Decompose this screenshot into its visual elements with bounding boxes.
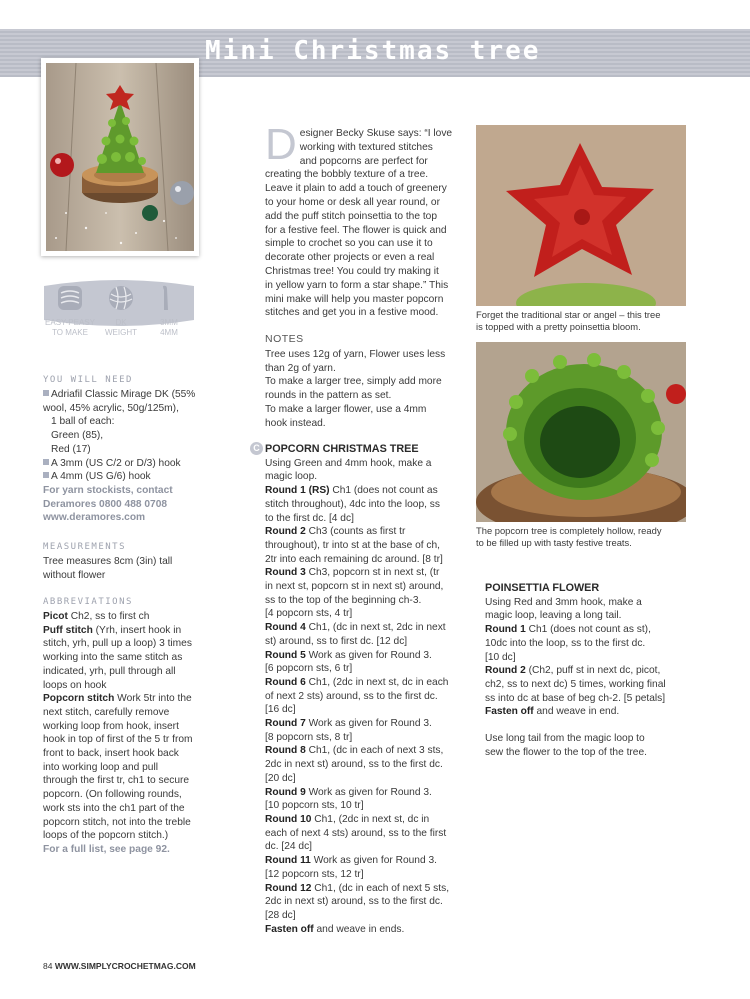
tree-pattern: POPCORN CHRISTMAS TREE Using Green and 4mm hook, make a magic loop. Round 1 (RS) Ch1 (does not count as stitch throughout), 4dc into the loop, ss to the first dc. [4 dc] Round 2 Ch3 (counts as first tr throughout), tr into st at the base of ch, 2tr into each remaining dc around. [8 tr] Round 3 Ch3, popcorn st in next st, (tr in next st, popcorn st in next st) around, ss to the top of the beginning ch-3. [4 popcorn sts, 4 tr] Round 4 Ch1, (dc in next st, 2dc in next st) around, ss to first dc. [12 dc] Round 5 Work as given for Round 3. [6 popcorn sts, 6 tr] Round 6 Ch1, (2dc in next st, dc in each of next 2 sts) around, ss to the first dc. [16 dc] Round 7 Work as given for Round 3. [8 popcorn sts, 8 tr] Round 8 Ch1, (dc in each of next 3 sts, 2dc in next st) around, ss to the first dc. [20 dc] Round 9 Work as given for Round 3. [10 popcorn sts, 10 tr] Round 10 Ch1, (2dc in next st, dc in each of next 4 sts) around, ss to the first dc. [24 dc] Round 11 Work as given for Round 3. [12 popcorn sts, 12 tr] Round 12 Ch1, (dc in each of next 5 sts, 2dc in next st) around, ss to the first dc. [28 dc] Fasten off and weave in ends. [265,443,465,936]
page-title: Mini Christmas tree [205,36,541,66]
icon-label-difficulty: EASY-PEASY TO MAKE [45,318,95,337]
abbreviations-heading: ABBREVIATIONS [43,597,133,607]
measurements-heading: MEASUREMENTS [43,542,127,552]
page-footer [43,961,196,971]
yarn-ball-icon [108,285,134,316]
full-list-link[interactable]: For a full list, see page 92. [43,843,170,855]
bullet-icon [43,459,49,465]
icon-label-weight: DK WEIGHT [105,318,137,337]
materials-list: Adriafil Classic Mirage DK (55% wool, 45% acrylic, 50g/125m), 1 ball of each: Green (85), Red (17) A 3mm (US C/2 or D/3) hook A 4mm (US G/6) hook For yarn stockists, contact Deramores 0800 488 0708 www.deramores.com [43,389,196,524]
poinsettia-caption: Forget the traditional star or angel – this tree is topped with a pretty poinsettia bloom. [476,309,661,332]
deramores-link[interactable]: www.deramores.com [43,512,146,524]
flower-pattern: POINSETTIA FLOWER Using Red and 3mm hook, make a magic loop, leaving a long tail. Round 1 Ch1 (does not count as st), 10dc into the loop, ss to the first dc. [10 dc] Round 2 (Ch2, puff st in next dc, picot, ch2, ss to next dc) 5 times, working final ss into dc at base of beg ch-2. [5 petals] Fasten off and weave in end. Use long tail from the magic loop to sew the flower to the top of the tree. [485,582,695,759]
flower-heading: POINSETTIA FLOWER [485,582,600,594]
hollow-tree-caption: The popcorn tree is completely hollow, ready to be filled up with tasty festive treats. [476,525,662,548]
poinsettia-photo [476,125,686,306]
yarn-difficulty-icon [57,285,83,316]
website-link[interactable]: WWW.SIMPLYCROCHETMAG.COM [54,961,196,971]
section-marker-icon: C [250,442,263,455]
drop-cap: D [265,120,297,169]
bullet-icon [43,390,49,396]
intro-paragraph: D esigner Becky Skuse says: “I love working with textured stitches and popcorns are perfect for creating the bobbly texture of a tree. Leave it plain to add a touch of greenery to your home or desk all year round, or add the puff stitch poinsettia to the top for a festive feel. The flower is quick and simple to crochet so you can use it to decorate other projects or even a real Christmas tree! You could try making it in yellow yarn to form a star shape.” This mini make will help you master popcorn stitches and get you in a festive mood. [265,120,453,319]
tree-heading: POPCORN CHRISTMAS TREE [265,443,419,455]
page-number: 84 [43,961,53,971]
crochet-hook-icon [158,284,172,317]
skill-icons [38,278,200,338]
measurements-text: Tree measures 8cm (3in) tall without flower [43,556,173,581]
abbreviations-list: Picot Ch2, ss to first ch Puff stitch (Yrh, insert hook in stitch, yrh, pull up a loop) 3 times working into the same stitch as indicated, yrh, pull through all loops on hook Popcorn stitch Work 5tr into the next stitch, carefully remove working loop from hook, insert hook in top of first of the 5 tr from front to back, insert hook back into working loop and pull through the first tr, ch1 to secure popcorn. (On following rounds, work sts into the ch1 part of the popcorn stitch, not into the treble loops of the popcorn stitch.) For a full list, see page 92. [43,610,203,857]
hollow-tree-photo [476,342,686,522]
notes-text: Tree uses 12g of yarn, Flower uses less than 2g of yarn. To make a larger tree, simply add more rounds in the pattern as set. To make a larger flower, use a 4mm hook instead. [265,349,446,429]
stockists-text: For yarn stockists, contact [43,484,173,496]
tree-photo [41,58,199,256]
you-will-need-heading: YOU WILL NEED [43,375,133,385]
notes-heading: NOTES [265,333,304,345]
bullet-icon [43,472,49,478]
icon-label-hook: 3MM 4MM [160,318,178,337]
